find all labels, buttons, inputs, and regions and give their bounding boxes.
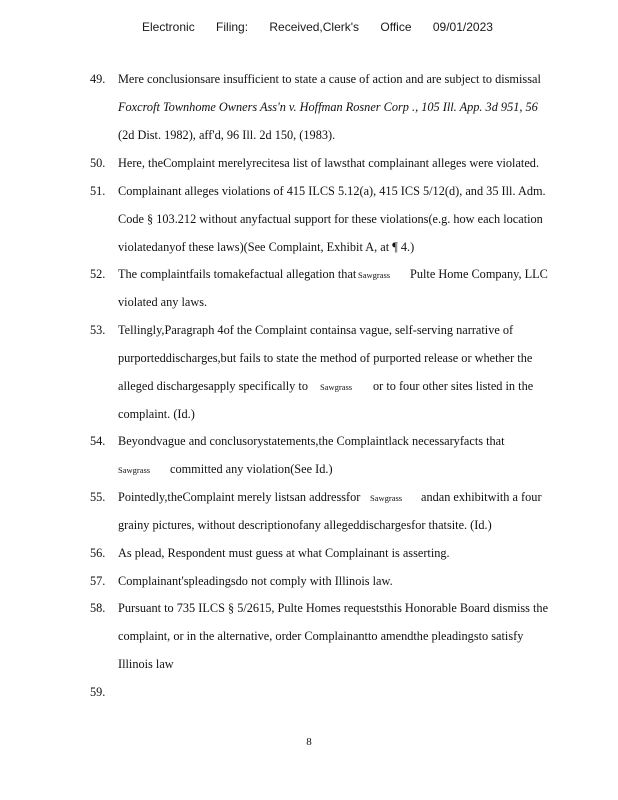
header-received: Received,Clerk's (269, 20, 360, 34)
paragraph-line: complaint. (Id.) (118, 407, 195, 421)
paragraph-line: complaint, or in the alternative, order Complainantto amendthe pleadingsto satisfy (118, 629, 524, 643)
paragraph-line: The complaintfails tomakefactual allegation that (118, 267, 357, 281)
paragraph-number: 53. (90, 323, 106, 337)
paragraph-line: grainy pictures, without descriptionofany allegeddischargesfor thatsite. (Id.) (118, 518, 492, 532)
paragraph-line: Here, theComplaint merelyrecitesa list of lawsthat complainant alleges were violated. (118, 156, 540, 170)
paragraph-number: 56. (90, 546, 106, 560)
paragraph-number: 54. (90, 434, 106, 448)
paragraph-line-tail: andan exhibitwith a four (421, 490, 542, 504)
header-filing: Filing: (216, 20, 249, 34)
paragraph-number: 55. (90, 490, 106, 504)
paragraph-number: 51. (90, 184, 106, 198)
paragraph-line: violatedanyof these laws)(See Complaint, Exhibit A, at ¶ 4.) (118, 240, 415, 254)
paragraph-line: violated any laws. (118, 295, 208, 309)
page-number: 8 (306, 736, 312, 748)
header-electronic: Electronic (142, 20, 195, 34)
paragraph-line: Illinois law (118, 657, 174, 671)
paragraph-line: Beyondvague and conclusorystatements,the Complaintlack necessaryfacts that (118, 434, 505, 448)
paragraph-number: 59. (90, 685, 106, 699)
paragraph-line: Code § 103.212 without anyfactual support for these violations(e.g. how each location (118, 212, 543, 226)
site-name-sawgrass: Sawgrass (370, 493, 403, 503)
paragraph-line: Mere conclusionsare insufficient to state a cause of action and are subject to dismissal (118, 72, 541, 86)
paragraph-line: alleged dischargesapply specifically to (118, 379, 308, 393)
paragraph-number: 57. (90, 574, 106, 588)
site-name-sawgrass: Sawgrass (358, 270, 391, 280)
paragraph-line: Complainant'spleadingsdo not comply with Illinois law. (118, 574, 393, 588)
site-name-sawgrass: Sawgrass (118, 465, 151, 475)
case-citation: Foxcroft Townhome Owners Ass'n v. Hoffman Rosner Corp ., 105 Ill. App. 3d 951, 56 (118, 100, 538, 114)
paragraph-line: Pursuant to 735 ILCS § 5/2615, Pulte Homes requeststhis Honorable Board dismiss the (118, 601, 549, 615)
paragraph-line: (2d Dist. 1982), aff'd, 96 Ill. 2d 150, (1983). (118, 128, 336, 142)
paragraph-number: 50. (90, 156, 106, 170)
header-date: 09/01/2023 (432, 20, 493, 34)
paragraph-number: 58. (90, 601, 106, 615)
paragraph-number: 52. (90, 267, 106, 281)
paragraph-line: Complainant alleges violations of 415 ILCS 5.12(a), 415 ICS 5/12(d), and 35 Ill. Adm. (118, 184, 546, 198)
company-name: Pulte Home Company, LLC (410, 267, 548, 281)
paragraph-line: Tellingly,Paragraph 4of the Complaint containsa vague, self-serving narrative of (118, 323, 514, 337)
paragraph-line-tail: or to four other sites listed in the (373, 379, 534, 393)
paragraph-line: committed any violation(See Id.) (170, 462, 333, 476)
site-name-sawgrass: Sawgrass (320, 382, 353, 392)
paragraph-number: 49. (90, 72, 106, 86)
paragraph-line: Pointedly,theComplaint merely listsan addressfor (118, 490, 361, 504)
paragraph-line: purporteddischarges,but fails to state the method of purported release or whether the (118, 351, 533, 365)
header-office: Office (380, 20, 412, 34)
filing-header (142, 20, 493, 34)
paragraph-line: As plead, Respondent must guess at what Complainant is asserting. (118, 546, 450, 560)
